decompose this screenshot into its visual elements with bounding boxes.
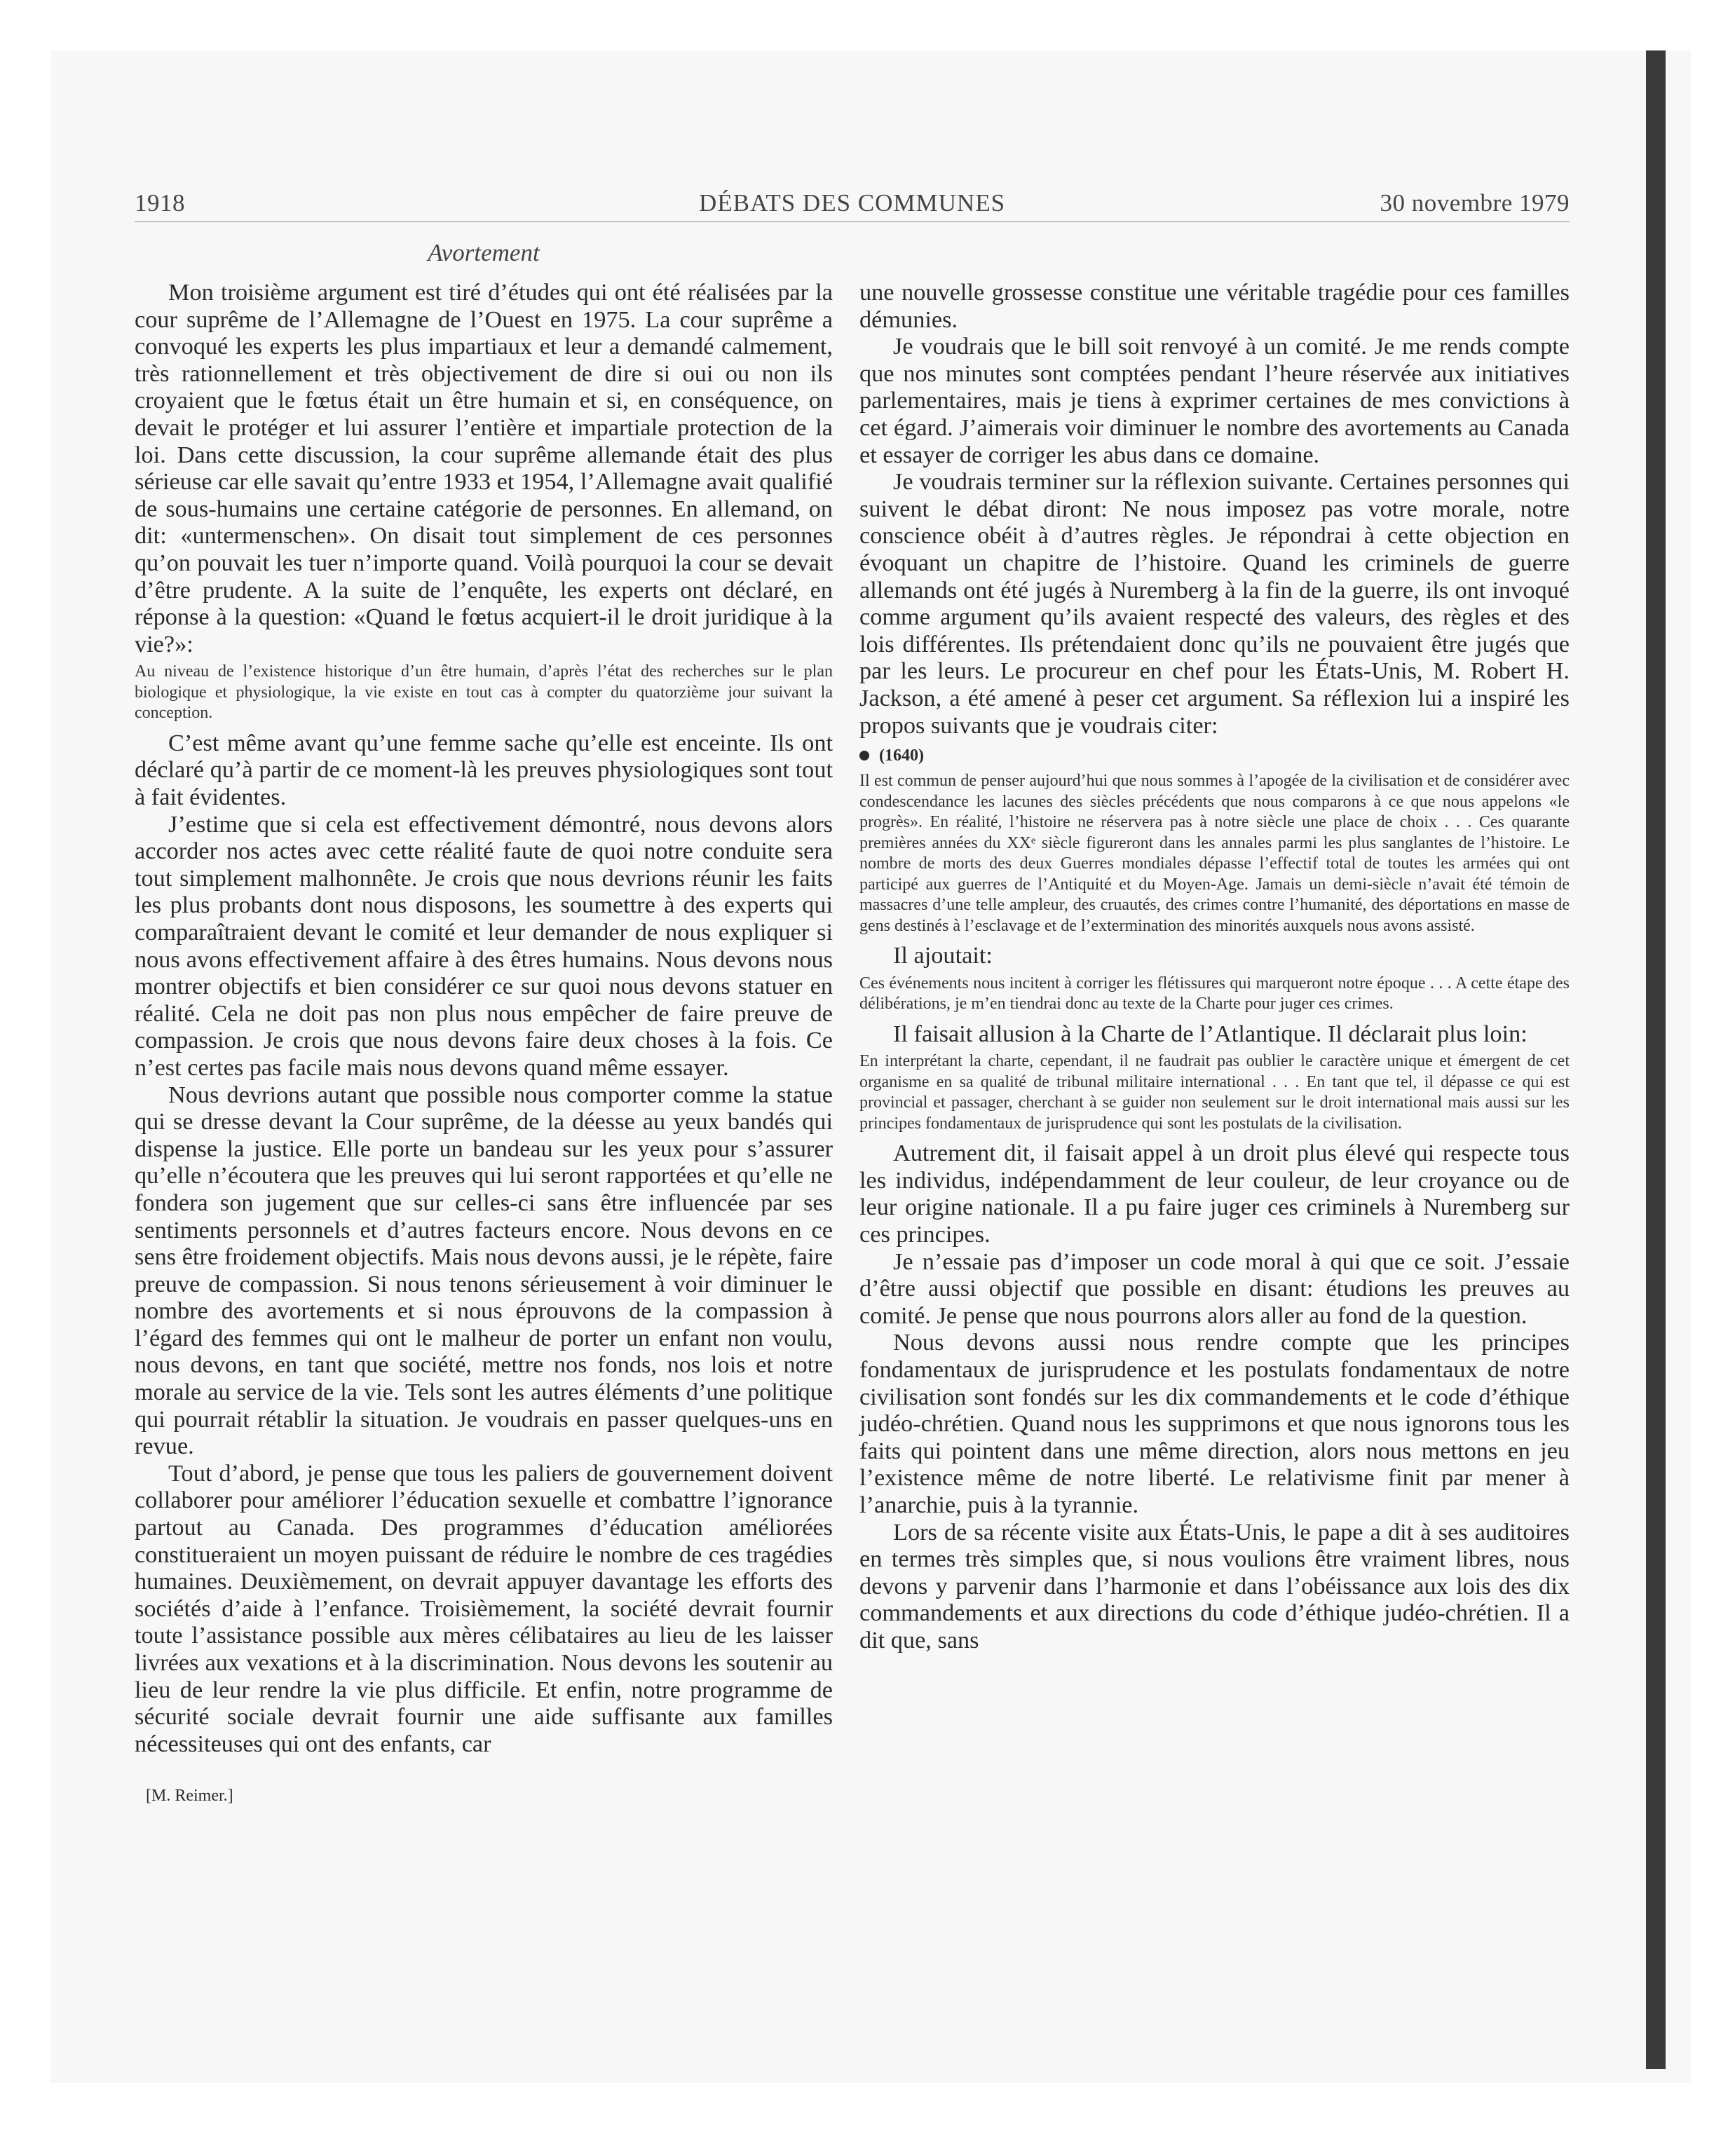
paragraph: Je voudrais terminer sur la réflexion suivante. Certaines personnes qui suivent le débat diront: Ne nous imposez pas votre morale, notre conscience obéit à d’autres règles. Je répondrai à cette objection en évoquant un chapitre de l’histoire. Quand les criminels de guerre allemands ont été jugés à Nuremberg à la fin de la guerre, ils ont invoqué comme argument qu’ils avaient respecté des valeurs, des règles et des lois différentes. Ils prétendaient donc qu’ils ne pouvaient être jugés que par les leurs. Le procureur en chef pour les États-Unis, M. Robert H. Jackson, a été amené à peser cet argument. Sa réflexion lui a inspiré les propos suivants que je voudrais citer: (859, 468, 1570, 739)
paragraph: Nous devons aussi nous rendre compte que les principes fondamentaux de jurisprudence et les postulats fondamentaux de notre civilisation sont fondés sur les dix commandements et le code d’éthique judéo-chrétien. Quand nous les supprimons et que nous ignorons tous les faits qui pointent dans une même direction, alors nous mettons en jeu l’existence même de notre liberté. Le relativisme finit par mener à l’anarchie, puis à la tyrannie. (859, 1329, 1570, 1518)
paragraph: Je voudrais que le bill soit renvoyé à un comité. Je me rends compte que nos minutes sont comptées pendant l’heure réservée aux initiatives parlementaires, mais je tiens à exprimer certaines de mes convictions à cet égard. J’aimerais voir diminuer le nombre des avortements au Canada et essayer de corriger les abus dans ce domaine. (859, 333, 1570, 468)
right-column (859, 279, 1570, 2031)
paragraph: Nous devrions autant que possible nous comporter comme la statue qui se dresse devant la Cour suprême, de la déesse au yeux bandés qui dispense la justice. Elle porte un bandeau sur les yeux pour s’assurer qu’elle n’écoutera que les preuves qui lui seront rapportées et qu’elle ne fondera son jugement que sur celles-ci sans être influencée par ses sentiments personnels et d’autres facteurs encore. Nous devons en ce sens être froidement objectifs. Mais nous devons aussi, je le répète, faire preuve de compassion. Si nous tenons sérieusement à voir diminuer le nombre des avortements et si nous éprouvons de la compassion à l’égard des femmes qui ont le malheur de porter un enfant non voulu, nous devons, en tant que société, mettre nos fonds, nos lois et notre morale au service de la vie. Tels sont les autres éléments d’une politique qui pourrait rétablir la situation. Je voudrais en passer quelques-uns en revue. (135, 1081, 833, 1460)
paragraph: Tout d’abord, je pense que tous les paliers de gouvernement doivent collaborer pour améliorer l’éducation sexuelle et combattre l’ignorance partout au Canada. Des programmes d’éducation améliorées constitueraient un moyen puissant de réduire le nombre de ces tragédies humaines. Deuxièmement, on devrait appuyer davantage les efforts des sociétés d’aide à l’enfance. Troisièmement, la société devrait fournir toute l’assistance possible aux mères célibataires au lieu de les laisser livrées aux vexations et à la discrimination. Nous devons les soutenir au lieu de leur rendre la vie plus difficile. Et enfin, notre programme de sécurité sociale devrait fournir une aide suffisante aux familles nécessiteuses qui ont des enfants, car (135, 1459, 833, 1757)
paragraph: une nouvelle grossesse constitue une véritable tragédie pour ces familles démunies. (859, 279, 1570, 333)
issue-date: 30 novembre 1979 (1380, 189, 1570, 217)
block-quote: Au niveau de l’existence historique d’un être humain, d’après l’état des recherches sur le plan biologique et physiologique, la vie existe en tout cas à compter du quatorzième jour suivant la conception. (135, 662, 833, 723)
paragraph: Il faisait allusion à la Charte de l’Atlantique. Il déclarait plus loin: (893, 1020, 1528, 1047)
running-header (135, 188, 1570, 222)
binding-strip (1646, 50, 1666, 2069)
paragraph: Autrement dit, il faisait appel à un droit plus élevé qui respecte tous les individus, indépendamment de leur couleur, de leur croyance ou de leur origine nationale. Il a pu faire juger ces criminels à Nuremberg sur ces principes. (859, 1140, 1570, 1248)
time-marker (859, 744, 1570, 767)
block-quote: Ces événements nous incitent à corriger les flétissures qui marqueront notre époque . . . A cette étape des délibérations, je m’en tiendrai donc au texte de la Charte pour juger ces crimes. (859, 974, 1570, 1014)
page-number: 1918 (135, 189, 185, 217)
paragraph: Il ajoutait: (893, 942, 993, 969)
time-marker-text: (1640) (879, 746, 924, 765)
paragraph: Lors de sa récente visite aux États-Unis, le pape a dit à ses auditoires en termes très simples que, si nous voulions être vraiment libres, nous devons y parvenir dans l’harmonie et dans l’obéissance aux lois des dix commandements et aux directions du code d’éthique judéo-chrétien. Il a dit que, sans (859, 1518, 1570, 1653)
bullet-icon (859, 751, 869, 760)
block-quote: En interprétant la charte, cependant, il ne faudrait pas oublier le caractère unique et émergent de cet organisme en sa qualité de tribunal militaire international . . . En tant que tel, il dépasse ce qui est provincial et passager, cherchant à se guider non seulement sur le droit international mais aussi sur les principes fondamentaux de jurisprudence qui sont les postulats de la civilisation. (859, 1052, 1570, 1133)
paragraph: Je n’essaie pas d’imposer un code moral à qui que ce soit. J’essaie d’être aussi objectif que possible en disant: étudions les preuves au comité. Je pense que nous pourrons alors aller au fond de la question. (859, 1248, 1570, 1329)
speaker-attribution: [M. Reimer.] (146, 1787, 233, 1806)
paragraph: J’estime que si cela est effectivement démontré, nous devons alors accorder nos actes avec cette réalité faute de quoi notre conduite sera tout simplement malhonnête. Je crois que nous devrions réunir les faits les plus probants dont nous disposons, les soumettre à des experts qui comparaîtraient devant le comité et leur demander de nous expliquer si nous avons effectivement affaire à des êtres humains. Nous devons nous montrer objectifs et bien considérer ce sur quoi nous devons statuer en réalité. Cela ne doit pas non plus nous empêcher de faire preuve de compassion. Je crois que nous devons faire deux choses à la fois. Ce n’est certes pas facile mais nous devons quand même essayer. (135, 810, 833, 1081)
paragraph: Mon troisième argument est tiré d’études qui ont été réalisées par la cour suprême de l’Allemagne de l’Ouest en 1975. La cour suprême a convoqué les experts les plus impartiaux et leur a demandé calmement, très rationnellement et très objectivement de dire si oui ou non ils croyaient que le fœtus était un être humain et si, en conséquence, on devait le protéger et lui assurer l’entière et impartiale protection de la loi. Dans cette discussion, la cour suprême allemande était des plus sérieuse car elle savait qu’entre 1933 et 1954, l’Allemagne avait qualifié de sous-humains une certaine catégorie de personnes. En allemand, on dit: «untermenschen». On disait tout simplement de ces personnes qu’on pouvait les tuer n’importe quand. Voilà pourquoi la cour se devait d’être prudente. A la suite de l’enquête, les experts ont déclaré, en réponse à la question: «Quand le fœtus acquiert-il le droit juridique à la vie?»: (135, 279, 833, 657)
section-title: Avortement (428, 239, 540, 266)
left-column (135, 279, 833, 2031)
publication-title: DÉBATS DES COMMUNES (698, 189, 1006, 217)
paragraph: C’est même avant qu’une femme sache qu’elle est enceinte. Ils ont déclaré qu’à partir de ce moment-là les preuves physiologiques sont tout à fait évidentes. (135, 729, 833, 810)
block-quote: Il est commun de penser aujourd’hui que nous sommes à l’apogée de la civilisation et de considérer avec condescendance les lacunes des siècles précédents que nous comparons à ce que nous appelons «le progrès». En réalité, l’histoire ne réservera pas à notre siècle une place de choix . . . Ces quarante premières années du XXᵉ siècle figureront dans les annales parmi les plus sanglantes de l’histoire. Le nombre de morts des deux Guerres mondiales dépasse l’effectif total de toutes les armées qui ont participé aux guerres de l’Antiquité et du Moyen-Age. Jamais un demi-siècle n’avait été témoin de massacres d’une telle ampleur, des cruautés, des crimes contre l’humanité, des déportations en masse de gens destinés à l’esclavage et de l’extermination des minorités auxquels nous avons assisté. (859, 772, 1570, 935)
